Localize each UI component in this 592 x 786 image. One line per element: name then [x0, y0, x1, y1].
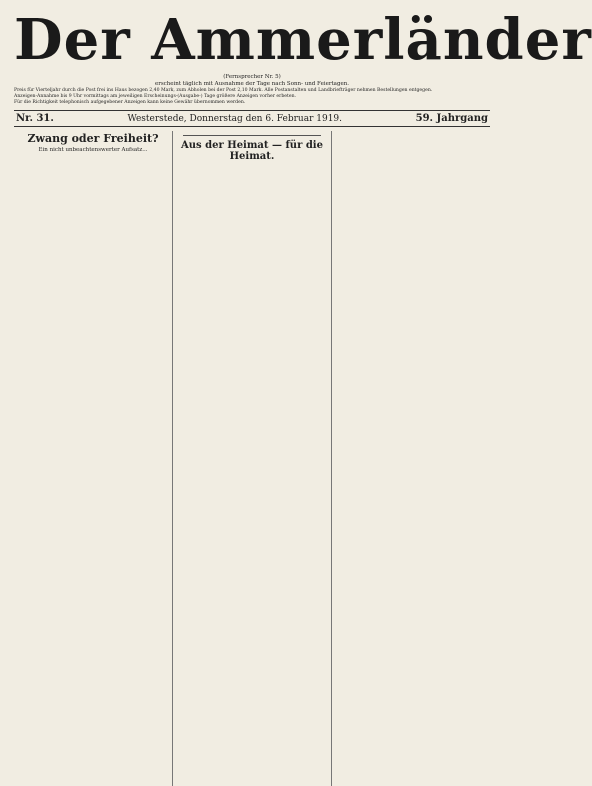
date-bar [14, 110, 490, 127]
column-right [331, 131, 490, 786]
subheader-ads: Anzeigen-Annahme bis 9 Uhr vormittags am jeweiligen Erscheinungs-(Ausgabe-) Tage größere Anzeigen vorher erbeten. [14, 94, 296, 99]
volume-year: 59. Jahrgang [415, 113, 488, 124]
section-heading: Aus der Heimat — für die Heimat. [181, 140, 323, 162]
section-divider [183, 135, 321, 136]
subheader-phone: (Fernsprecher Nr. 5) [223, 74, 281, 80]
issue-number: Nr. 31. [16, 113, 54, 124]
left-headline: Zwang oder Freiheit? [27, 132, 159, 145]
column-middle [172, 131, 331, 786]
column-left [14, 131, 172, 786]
subheader-schedule: erscheint täglich mit Ausnahme der Tage nach Sonn- und Feiertagen. [154, 81, 350, 87]
subheader-price: Preis für Vierteljahr durch die Post frei ins Haus bezogen 2,40 Mark, zum Abholen bei der Post 2,10 Mark. Alle Postanstalten und Landbriefträger nehmen Bestellungen entgegen. [14, 88, 433, 93]
masthead-title: Der Ammerländer [14, 7, 592, 73]
left-subheadline: Ein nicht unbeachtenswerter Aufsatz... [38, 147, 148, 153]
article-columns [14, 131, 490, 786]
subheader-disclaimer: Für die Richtigkeit telephonisch aufgegebener Anzeigen kann keine Gewähr übernommen werden. [14, 100, 246, 105]
issue-date: Westerstede, Donnerstag den 6. Februar 1919. [127, 113, 343, 124]
